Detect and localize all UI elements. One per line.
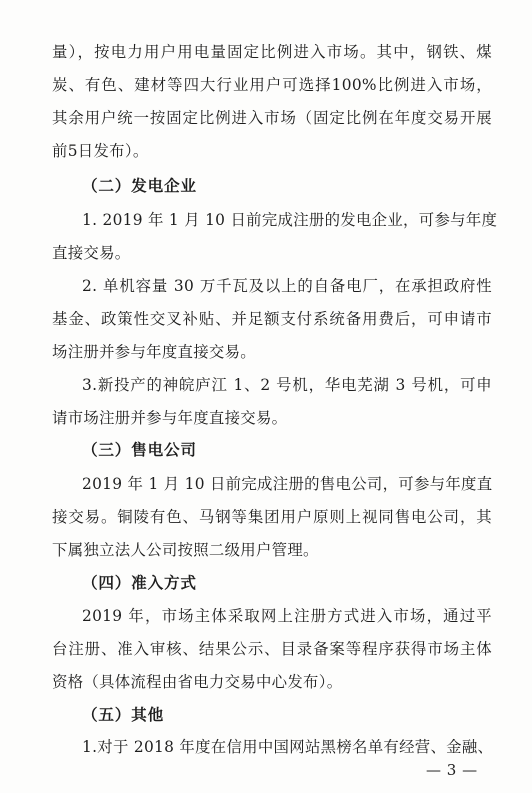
body-text-line: 直接交易。: [52, 244, 131, 262]
body-text-line: 基金、政策性交叉补贴、并足额支付系统备用费后，可申请市: [52, 310, 492, 328]
body-text-line: 3.新投产的神皖庐江 1、2 号机，华电芜湖 3 号机，可申: [82, 376, 492, 394]
body-text-line: 1. 2019 年 1 月 10 日前完成注册的发电企业，可参与年度: [82, 211, 498, 229]
body-text-line: 2. 单机容量 30 万千瓦及以上的自备电厂，在承担政府性: [82, 277, 492, 295]
section-heading: （二）发电企业: [82, 176, 197, 195]
section-heading: （三）售电公司: [82, 440, 197, 459]
body-text-line: 下属独立法人公司按照二级用户管理。: [52, 541, 319, 559]
body-text-line: 台注册、准入审核、结果公示、目录备案等程序获得市场主体: [52, 640, 492, 658]
page-number: — 3 —: [426, 761, 478, 779]
body-text-line: 场注册并参与年度直接交易。: [52, 343, 256, 361]
body-text-line: 炭、有色、建材等四大行业用户可选择100%比例进入市场，: [52, 76, 492, 94]
body-text-line: 1.对于 2018 年度在信用中国网站黑榜名单有经营、金融、: [82, 738, 494, 756]
body-text-line: 量），按电力用户用电量固定比例进入市场。其中，钢铁、煤: [52, 43, 492, 61]
section-heading: （五）其他: [82, 705, 164, 724]
body-text-line: 其余用户统一按固定比例进入市场（固定比例在年度交易开展: [52, 109, 492, 127]
body-text-line: 接交易。铜陵有色、马钢等集团用户原则上视同售电公司，其: [52, 508, 492, 526]
body-text-line: 2019 年，市场主体采取网上注册方式进入市场，通过平: [82, 607, 492, 625]
body-text-line: 前5日发布）。: [52, 142, 149, 160]
body-text-line: 资格（具体流程由省电力交易中心发布）。: [52, 673, 343, 691]
body-text-line: 2019 年 1 月 10 日前完成注册的售电公司，可参与年度直: [82, 475, 493, 493]
section-heading: （四）准入方式: [82, 573, 197, 592]
body-text-line: 请市场注册并参与年度直接交易。: [52, 409, 288, 427]
